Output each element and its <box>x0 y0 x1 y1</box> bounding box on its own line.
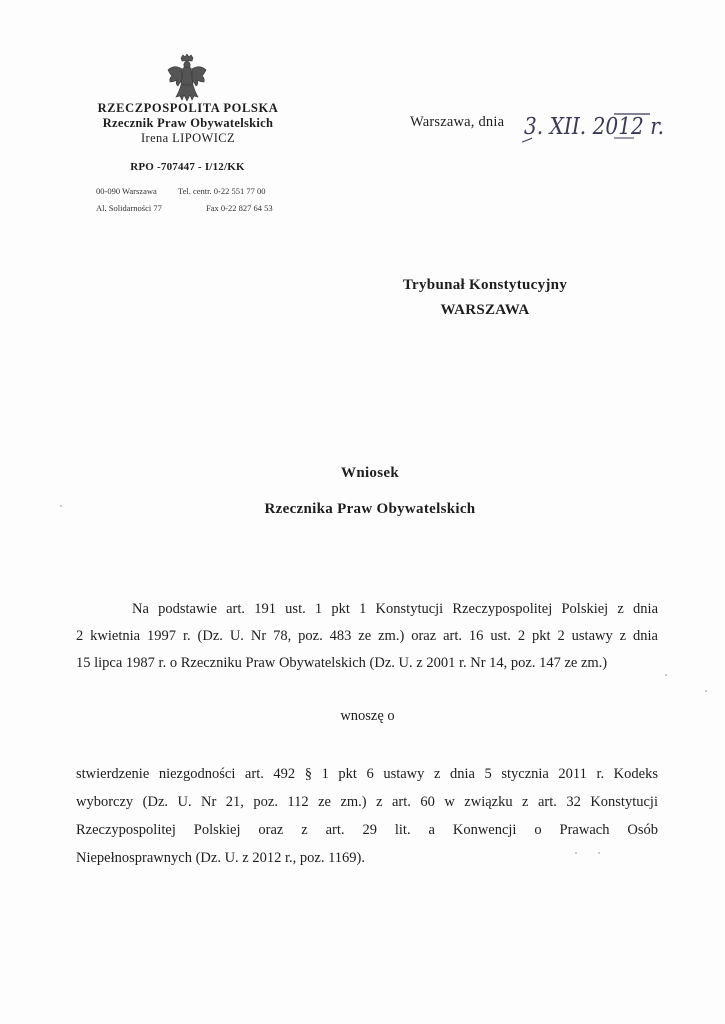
handwritten-date-text: 3. XII. 2012 r. <box>524 114 664 140</box>
request-paragraph <box>76 760 658 872</box>
paragraph-line: wyborczy (Dz. U. Nr 21, poz. 112 ze zm.) z art. 60 w związku z art. 32 Konstytucji <box>76 794 658 810</box>
document-title <box>200 455 540 527</box>
addressee-city: WARSZAWA <box>440 302 530 318</box>
issuer-block <box>90 101 286 146</box>
address-left <box>96 183 162 217</box>
issuer-name: Irena LIPOWICZ <box>140 131 236 145</box>
title-line1: Wniosek <box>341 465 399 481</box>
paragraph-line: stwierdzenie niezgodności art. 492 § 1 pkt 6 ustawy z dnia 5 stycznia 2011 r. Kodeks <box>76 766 658 782</box>
scan-speck <box>598 852 600 854</box>
issuer-country: RZECZPOSPOLITA POLSKA <box>97 101 279 115</box>
paragraph-line: 2 kwietnia 1997 r. (Dz. U. Nr 78, poz. 483 ze zm.) oraz art. 16 ust. 2 pkt 2 ustawy z dnia <box>76 628 658 644</box>
petition-text: wnoszę o <box>340 708 395 724</box>
paragraph-line: Na podstawie art. 191 ust. 1 pkt 1 Konstytucji Rzeczypospolitej Polskiej z dnia <box>132 601 658 617</box>
petition-phrase <box>0 708 725 725</box>
issuer-office: Rzecznik Praw Obywatelskich <box>102 116 274 130</box>
title-line2: Rzecznika Praw Obywatelskich <box>264 501 476 517</box>
postal-address: 00-090 Warszawa <box>96 186 157 196</box>
paragraph-line: Rzeczypospolitej Polskiej oraz z art. 29 lit. a Konwencji o Prawach Osób <box>76 822 658 838</box>
place-date-label: Warszawa, dnia <box>410 114 505 130</box>
paragraph-line: 15 lipca 1987 r. o Rzeczniku Praw Obywatelskich (Dz. U. z 2001 r. Nr 14, poz. 147 ze zm.) <box>76 655 608 671</box>
paragraph-line: Niepełnosprawnych (Dz. U. z 2012 r., poz. 1169). <box>76 850 365 866</box>
legal-basis-paragraph <box>76 596 658 677</box>
handwritten-date <box>522 104 672 154</box>
telephone: Tel. centr. 0-22 551 77 00 <box>178 186 266 196</box>
street-address: Al. Solidarności 77 <box>96 203 162 213</box>
polish-eagle-emblem-icon <box>166 54 208 104</box>
fax: Fax 0-22 827 64 53 <box>206 203 273 213</box>
addressee-block <box>380 273 590 323</box>
scan-speck <box>705 690 707 692</box>
scan-speck <box>60 505 62 507</box>
scan-speck <box>665 674 667 676</box>
addressee-name: Trybunał Konstytucyjny <box>402 277 568 293</box>
scan-speck <box>575 852 577 854</box>
reference-number: RPO -707447 - I/12/KK <box>130 161 245 173</box>
address-right <box>178 183 273 217</box>
